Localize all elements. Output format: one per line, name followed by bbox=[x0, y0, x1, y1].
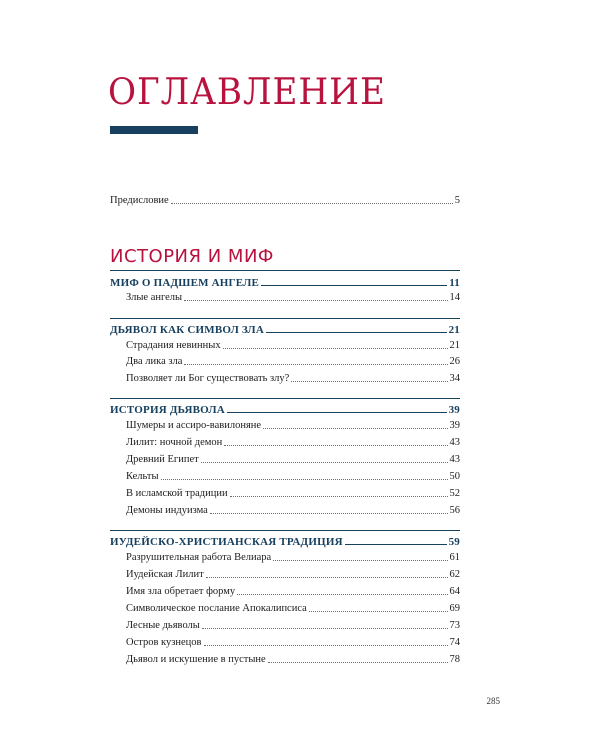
title-underline-bar bbox=[110, 126, 198, 134]
toc-entry[interactable] bbox=[126, 353, 460, 369]
dot-leader bbox=[184, 300, 447, 301]
dot-leader bbox=[230, 496, 448, 497]
dot-leader bbox=[261, 285, 447, 286]
toc-entry-page: 21 bbox=[449, 340, 460, 351]
toc-entry[interactable] bbox=[126, 434, 460, 450]
toc-entry-page: 69 bbox=[449, 603, 460, 614]
toc-entry-label: Дьявол и искушение в пустыне bbox=[126, 654, 266, 665]
toc-entry-page: 64 bbox=[449, 586, 460, 597]
dot-leader bbox=[266, 332, 447, 333]
chapter-page: 11 bbox=[449, 277, 460, 289]
chapter-page: 59 bbox=[448, 536, 460, 548]
toc-entry[interactable] bbox=[126, 485, 460, 501]
toc-entry[interactable] bbox=[126, 651, 460, 667]
dot-leader bbox=[345, 544, 447, 545]
toc-entry[interactable] bbox=[126, 634, 460, 650]
toc-entry-label: Позволяет ли Бог существовать злу? bbox=[126, 373, 290, 384]
dot-leader bbox=[263, 428, 447, 429]
toc-entry-page: 50 bbox=[449, 471, 460, 482]
dot-leader bbox=[227, 412, 447, 413]
dot-leader bbox=[171, 203, 453, 204]
chapter-title: ДЬЯВОЛ КАК СИМВОЛ ЗЛА bbox=[110, 324, 264, 336]
section-rule bbox=[110, 318, 460, 319]
dot-leader bbox=[161, 479, 448, 480]
chapter-title: ИСТОРИЯ ДЬЯВОЛА bbox=[110, 404, 225, 416]
toc-entry-label: Остров кузнецов bbox=[126, 637, 202, 648]
toc-entry[interactable] bbox=[126, 289, 460, 305]
toc-entry-label: Имя зла обретает форму bbox=[126, 586, 236, 597]
toc-entry[interactable] bbox=[126, 617, 460, 633]
section-rule bbox=[110, 530, 460, 531]
toc-entry-page: 43 bbox=[449, 437, 460, 448]
toc-entry-page: 73 bbox=[449, 620, 460, 631]
dot-leader bbox=[223, 348, 448, 349]
dot-leader bbox=[204, 645, 448, 646]
toc-entry-label: Символическое послание Апокалипсиса bbox=[126, 603, 307, 614]
toc-entry-page: 56 bbox=[449, 505, 460, 516]
chapter-title: ИУДЕЙСКО-ХРИСТИАНСКАЯ ТРАДИЦИЯ bbox=[110, 536, 343, 548]
toc-entry[interactable] bbox=[126, 600, 460, 616]
toc-entry-label: Страдания невинных bbox=[126, 340, 221, 351]
toc-entry-label: Разрушительная работа Велиара bbox=[126, 552, 272, 563]
page-number: 285 bbox=[486, 696, 500, 706]
toc-chapter[interactable] bbox=[110, 533, 460, 549]
toc-entry-label: Предисловие bbox=[110, 195, 169, 206]
dot-leader bbox=[224, 445, 447, 446]
toc-entry[interactable] bbox=[126, 566, 460, 582]
toc-chapter[interactable] bbox=[110, 401, 460, 417]
dot-leader bbox=[202, 628, 448, 629]
part-title: ИСТОРИЯ И МИФ bbox=[110, 246, 274, 267]
section-rule bbox=[110, 270, 460, 271]
dot-leader bbox=[268, 662, 448, 663]
toc-entry[interactable] bbox=[126, 451, 460, 467]
section-rule bbox=[110, 398, 460, 399]
toc-entry-label: В исламской традиции bbox=[126, 488, 228, 499]
toc-entry-page: 14 bbox=[449, 292, 460, 303]
toc-entry-label: Кельты bbox=[126, 471, 159, 482]
toc-entry[interactable] bbox=[126, 468, 460, 484]
toc-entry-label: Злые ангелы bbox=[126, 292, 183, 303]
toc-chapter[interactable] bbox=[110, 274, 460, 290]
toc-entry-label: Лесные дьяволы bbox=[126, 620, 200, 631]
toc-entry[interactable] bbox=[126, 549, 460, 565]
toc-entry-label: Древний Египет bbox=[126, 454, 199, 465]
toc-entry-page: 26 bbox=[449, 356, 460, 367]
toc-entry-label: Лилит: ночной демон bbox=[126, 437, 223, 448]
dot-leader bbox=[184, 364, 447, 365]
toc-chapter[interactable] bbox=[110, 321, 460, 337]
toc-entry[interactable] bbox=[126, 370, 460, 386]
chapter-page: 21 bbox=[448, 324, 460, 336]
dot-leader bbox=[309, 611, 448, 612]
dot-leader bbox=[291, 381, 447, 382]
dot-leader bbox=[206, 577, 448, 578]
toc-entry-label: Демоны индуизма bbox=[126, 505, 208, 516]
toc-entry-preface[interactable] bbox=[110, 192, 460, 208]
page-title: ОГЛАВЛЕНИЕ bbox=[108, 72, 386, 113]
dot-leader bbox=[210, 513, 448, 514]
dot-leader bbox=[201, 462, 448, 463]
toc-entry-page: 43 bbox=[449, 454, 460, 465]
toc-entry-page: 5 bbox=[454, 195, 460, 206]
toc-entry[interactable] bbox=[126, 337, 460, 353]
toc-entry-page: 34 bbox=[449, 373, 460, 384]
toc-entry-page: 74 bbox=[449, 637, 460, 648]
toc-entry-page: 52 bbox=[449, 488, 460, 499]
toc-entry-page: 62 bbox=[449, 569, 460, 580]
toc-entry-page: 78 bbox=[449, 654, 460, 665]
toc-entry[interactable] bbox=[126, 417, 460, 433]
toc-entry-page: 61 bbox=[449, 552, 460, 563]
dot-leader bbox=[237, 594, 447, 595]
toc-entry-label: Два лика зла bbox=[126, 356, 183, 367]
toc-entry[interactable] bbox=[126, 502, 460, 518]
dot-leader bbox=[273, 560, 447, 561]
chapter-page: 39 bbox=[448, 404, 460, 416]
chapter-title: МИФ О ПАДШЕМ АНГЕЛЕ bbox=[110, 277, 260, 289]
toc-entry-label: Шумеры и ассиро-вавилоняне bbox=[126, 420, 262, 431]
toc-entry-label: Иудейская Лилит bbox=[126, 569, 204, 580]
toc-entry-page: 39 bbox=[449, 420, 460, 431]
toc-entry[interactable] bbox=[126, 583, 460, 599]
